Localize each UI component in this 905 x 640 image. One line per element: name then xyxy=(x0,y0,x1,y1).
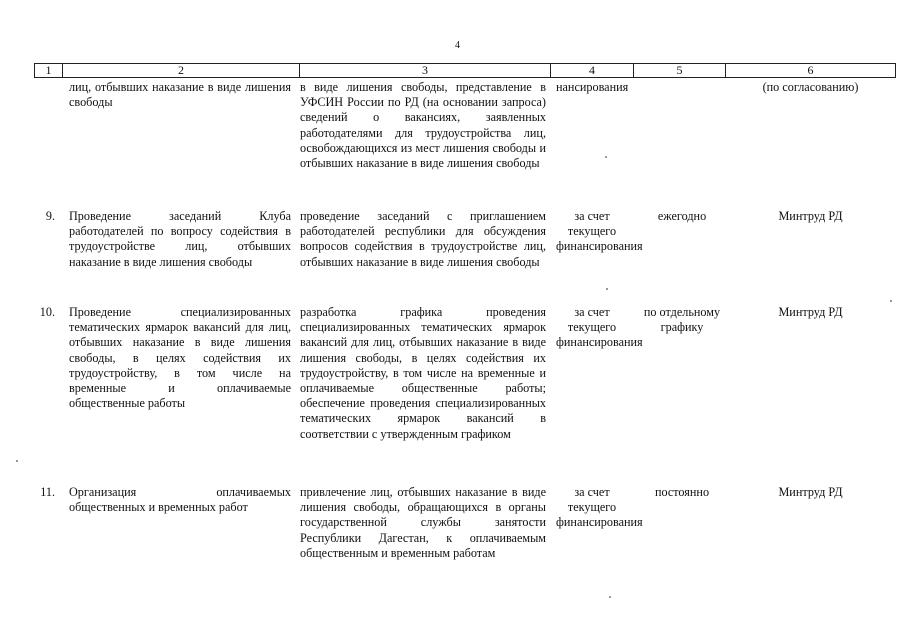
term-text: постоянно xyxy=(654,485,710,499)
scan-speck xyxy=(605,156,607,158)
row-number: 10. xyxy=(39,305,55,319)
scan-speck xyxy=(606,288,608,290)
scan-speck xyxy=(890,300,892,302)
executor-text: Минтруд РД xyxy=(778,485,843,499)
funding-text: за счет текущего финансирования xyxy=(556,485,643,530)
executor-text: Минтруд РД xyxy=(778,209,843,223)
action-text: привлечение лиц, отбывших наказание в виде лишения свободы, обращающихся в органы государственной службы занятости Республики Дагестан, к оплачиваемым общественным и временным работам xyxy=(300,485,546,560)
continued-action-text: в виде лишения свободы, представление в УФСИН России по РД (на основании запроса) сведений о вакансиях, заявленных работодателями для трудоустройства лиц, освобождающихся из мест лишения свободы и отбывших наказание в виде лишения свободы xyxy=(300,80,546,171)
term-text: ежегодно xyxy=(657,209,707,223)
term-text: по отдельному графику xyxy=(643,305,721,335)
event-text: Проведение заседаний Клуба работодателей по вопросу содействия в трудоустройстве лиц, отбывших наказание в виде лишения свободы xyxy=(69,209,291,269)
scan-speck xyxy=(609,596,611,598)
continued-event-text: лиц, отбывших наказание в виде лишения свободы xyxy=(69,80,291,110)
continued-executor-text: (по согласованию) xyxy=(762,80,859,94)
scan-speck xyxy=(16,460,18,462)
row-number: 11. xyxy=(40,485,55,499)
action-text: проведение заседаний с приглашением работодателей республики для обсуждения вопросов содействия в трудоустройстве лиц, отбывших наказание в виде лишения свободы xyxy=(300,209,546,269)
executor-text: Минтруд РД xyxy=(778,305,843,319)
funding-text: за счет текущего финансирования xyxy=(556,209,643,254)
action-text: разработка графика проведения специализированных тематических ярмарок вакансий для лиц, отбывших наказание в виде лишения свободы, в целях содействия их трудоустройству, в том числе на временные и оплачиваемые общественные работы; обеспечение проведения специализированных тематических ярмарок вакансий в соответствии с утвержденным графиком xyxy=(300,305,546,441)
row-number: 9. xyxy=(45,209,55,223)
column-number-6: 6 xyxy=(726,64,896,78)
event-text: Организация оплачиваемых общественных и временных работ xyxy=(69,485,291,515)
column-number-1: 1 xyxy=(35,64,63,78)
funding-text: за счет текущего финансирования xyxy=(556,305,643,350)
column-number-4: 4 xyxy=(551,64,634,78)
continued-funding-text: нансирования xyxy=(556,80,629,94)
event-text: Проведение специализированных тематических ярмарок вакансий для лиц, отбывших наказание в виде лишения свободы, в целях содействия их трудоустройству, в том числе на временные и оплачиваемые общественные работы xyxy=(69,305,291,411)
column-number-header xyxy=(34,63,896,78)
column-number-3: 3 xyxy=(300,64,551,78)
column-number-2: 2 xyxy=(63,64,300,78)
column-number-5: 5 xyxy=(634,64,726,78)
page-number: 4 xyxy=(455,40,460,51)
